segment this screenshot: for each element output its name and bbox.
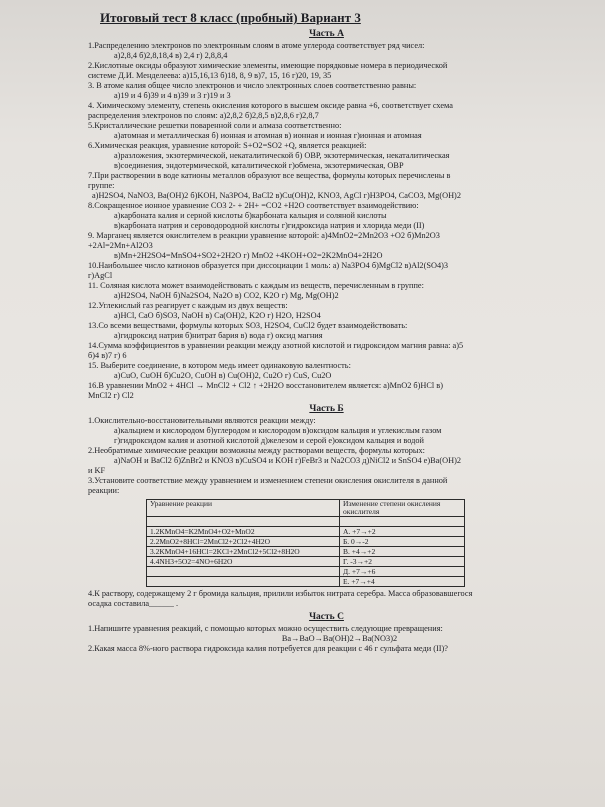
question-line: 13.Со всеми веществами, формулы которых SO3, H2SO4, CuCl2 будет взаимодействовать: bbox=[88, 321, 408, 330]
test-title: Итоговый тест 8 класс (пробный) Вариант 3 bbox=[100, 10, 361, 25]
answer-options: а)HCl, CaO б)SO3, NaOH в) Ca(OH)2, K2O г) H2O, H2SO4 bbox=[114, 311, 321, 320]
table-cell: 3.2KMnO4+16HCl=2KCl+2MnCl2+5Cl2+8H2O bbox=[147, 547, 340, 557]
question-line: 1.Окислительно-восстановительными являются реакции между: bbox=[88, 416, 316, 425]
answer-options: а)кальцием и кислородом б)углеродом и кислородом в)оксидом кальция и углекислым газом bbox=[114, 426, 442, 435]
question-line: г)AgCl bbox=[88, 271, 113, 280]
question-line: 4.К раствору, содержащему 2 г бромида кальция, прилили избыток нитрата серебра. Масса образовавшегося bbox=[88, 589, 473, 598]
table-cell bbox=[147, 577, 340, 587]
answer-options: в)соединения, эндотермической, каталитической г)обмена, экзотермическая, ОВР bbox=[114, 161, 404, 170]
answer-options: а)разложения, экзотермической, некаталитической б) ОВР, экзотермическая, некаталитическая bbox=[114, 151, 450, 160]
part-b-questions bbox=[88, 416, 565, 609]
table-row bbox=[147, 557, 465, 567]
question-line: 8.Сокращенное ионное уравнение CO3 2- + 2H+ =CO2 +H2O соответствует взаимодействию: bbox=[88, 201, 419, 210]
question-line: 10.Наибольшее число катионов образуется при диссоциации 1 моль: а) Na3PO4 б)MgCl2 в)Al2(SO4)3 bbox=[88, 261, 448, 270]
table-cell: Е. +7→+4 bbox=[340, 577, 465, 587]
part-b-heading: Часть Б bbox=[309, 404, 344, 414]
answer-options: а)CuO, CuOH б)Cu2O, CuOH в) Cu(OH)2, Cu2O г) CuS, Cu2O bbox=[114, 371, 332, 380]
answer-options: в)карбоната натрия и сероводородной кислоты г)гидроксида натрия и хлорида меди (II) bbox=[114, 221, 425, 230]
table-row bbox=[147, 577, 465, 587]
answer-options: а)карбоната калия и серной кислоты б)карбоната кальция и соляной кислоты bbox=[114, 211, 387, 220]
question-line: 12.Углекислый газ реагирует с каждым из двух веществ: bbox=[88, 301, 288, 310]
table-cell: 2.2MnO2+8HCl=2MnCl2+2Cl2+4H2O bbox=[147, 537, 340, 547]
table-cell: Д. +7→+6 bbox=[340, 567, 465, 577]
question-line: 2.Какая масса 8%-ного раствора гидроксида калия потребуется для реакции с 46 г сульфата меди (II)? bbox=[88, 644, 448, 653]
question-line: 5.Кристаллические решетки поваренной соли и алмаза соответственно: bbox=[88, 121, 342, 130]
question-line: 14.Сумма коэффициентов в уравнении реакции между азотной кислотой и гидроксидом магния равна: а)5 bbox=[88, 341, 464, 350]
table-row bbox=[147, 537, 465, 547]
table-cell: 4.4NH3+5O2=4NO+6H2O bbox=[147, 557, 340, 567]
table-cell: Г. -3→+2 bbox=[340, 557, 465, 567]
table-header-row bbox=[147, 500, 465, 517]
question-line: системе Д.И. Менделеева: а)15,16,13 б)18, 8, 9 в)7, 15, 16 г)20, 19, 35 bbox=[88, 71, 332, 80]
answer-options: а)2,8,4 б)2,8,18,4 в) 2,4 г) 2,8,8,4 bbox=[114, 51, 228, 60]
table-row bbox=[147, 527, 465, 537]
question-line: 2.Необратимые химические реакции возможны между растворами веществ, формулы которых: bbox=[88, 446, 425, 455]
part-c-heading: Часть С bbox=[309, 612, 344, 622]
question-line: 15. Выберите соединение, в котором медь имеет одинаковую валентность: bbox=[88, 361, 351, 370]
question-line: распределения электронов по слоям: а)2,8,2 б)2,8,5 в)2,8,6 г)2,8,7 bbox=[88, 111, 319, 120]
question-line: 16.В уравнении MnO2 + 4HCl → MnCl2 + Cl2 ↑ +2H2O восстановителем является: а)MnO2 б)HCl в) bbox=[88, 381, 443, 390]
answer-options: г)гидроксидом калия и азотной кислотой д)железом и серой е)оксидом кальция и водой bbox=[114, 436, 424, 445]
question-line: осадка составила______ . bbox=[88, 599, 179, 608]
table-cell: 1.2KMnO4=K2MnO4+O2+MnO2 bbox=[147, 527, 340, 537]
question-line: +2Al=2Mn+Al2O3 bbox=[88, 241, 153, 250]
table-cell: В. +4→+2 bbox=[340, 547, 465, 557]
table-cell bbox=[340, 517, 465, 527]
question-line: 4. Химическому элементу, степень окисления которого в высшем оксиде равна +6, соответствует схема bbox=[88, 101, 453, 110]
question-line: реакции: bbox=[88, 486, 120, 495]
question-line: 11. Соляная кислота может взаимодействовать с каждым из веществ, перечисленным в группе: bbox=[88, 281, 424, 290]
table-cell: Б. 0→-2 bbox=[340, 537, 465, 547]
question-line: б)4 в)7 г) 6 bbox=[88, 351, 127, 360]
answer-options: а)H2SO4, NaNO3, Ba(OH)2 б)KOH, Na3PO4, BaCl2 в)Cu(OH)2, KNO3, AgCl г)H3PO4, CaCO3, Mg(OH)2 bbox=[92, 191, 461, 200]
matching-table bbox=[146, 499, 465, 587]
answer-options: а)19 и 4 б)39 и 4 в)39 и 3 г)19 и 3 bbox=[114, 91, 231, 100]
question-line: 3.Установите соответствие между уравнением и изменением степени окисления окислителя в данной bbox=[88, 476, 448, 485]
question-line: 7.При растворении в воде катионы металлов образуют все вещества, формулы которых перечислены в bbox=[88, 171, 451, 180]
answer-options: а)H2SO4, NaOH б)Na2SO4, Na2O в) CO2, K2O г) Mg, Mg(OH)2 bbox=[114, 291, 339, 300]
part-c-questions bbox=[88, 624, 565, 654]
table-cell bbox=[147, 517, 340, 527]
part-a-heading: Часть А bbox=[309, 29, 344, 39]
table-row bbox=[147, 547, 465, 557]
table-header-cell: Уравнение реакции bbox=[147, 500, 340, 517]
answer-options: а)атомная и металлическая б) ионная и атомная в) ионная и ионная г)ионная и атомная bbox=[114, 131, 422, 140]
transformation-chain: Ba→BaO→Ba(OH)2→Ba(NO3)2 bbox=[281, 634, 398, 643]
question-line: 2.Кислотные оксиды образуют химические элементы, имеющие порядковые номера в периодической bbox=[88, 61, 448, 70]
question-line: и KF bbox=[88, 466, 106, 475]
answer-options: а)гидроксид натрия б)нитрат бария в) вода г) оксид магния bbox=[114, 331, 323, 340]
table-cell: А. +7→+2 bbox=[340, 527, 465, 537]
part-a-questions bbox=[88, 41, 565, 401]
question-line: 1.Напишите уравнения реакций, с помощью которых можно осуществить следующие превращения: bbox=[88, 624, 443, 633]
question-line: 1.Распределению электронов по электронным слоям в атоме углерода соответствует ряд чисел: bbox=[88, 41, 425, 50]
question-line: 6.Химическая реакция, уравнение которой: S+O2=SO2 +Q, является реакцией: bbox=[88, 141, 367, 150]
question-line: группе: bbox=[88, 181, 115, 190]
table-header-cell: Изменение степени окисления окислителя bbox=[340, 500, 465, 517]
question-line: MnCl2 г) Cl2 bbox=[88, 391, 134, 400]
question-line: 3. В атоме калия общее число электронов и число электронных слоев соответственно равны: bbox=[88, 81, 417, 90]
answer-options: а)NaOH и BaCl2 б)ZnBr2 и KNO3 в)CuSO4 и KOH г)FeBr3 и Na2CO3 д)NiCl2 и SnSO4 е)Ba(OH)2 bbox=[114, 456, 461, 465]
question-line: 9. Марганец является окислителем в реакции уравнение которой: а)4MnO2=2Mn2O3 +O2 б)Mn2O3 bbox=[88, 231, 440, 240]
table-row bbox=[147, 517, 465, 527]
answer-options: в)Mn+2H2SO4=MnSO4+SO2+2H2O г) MnO2 +4KOH+O2=2K2MnO4+2H2O bbox=[114, 251, 383, 260]
table-cell bbox=[147, 567, 340, 577]
table-row bbox=[147, 567, 465, 577]
